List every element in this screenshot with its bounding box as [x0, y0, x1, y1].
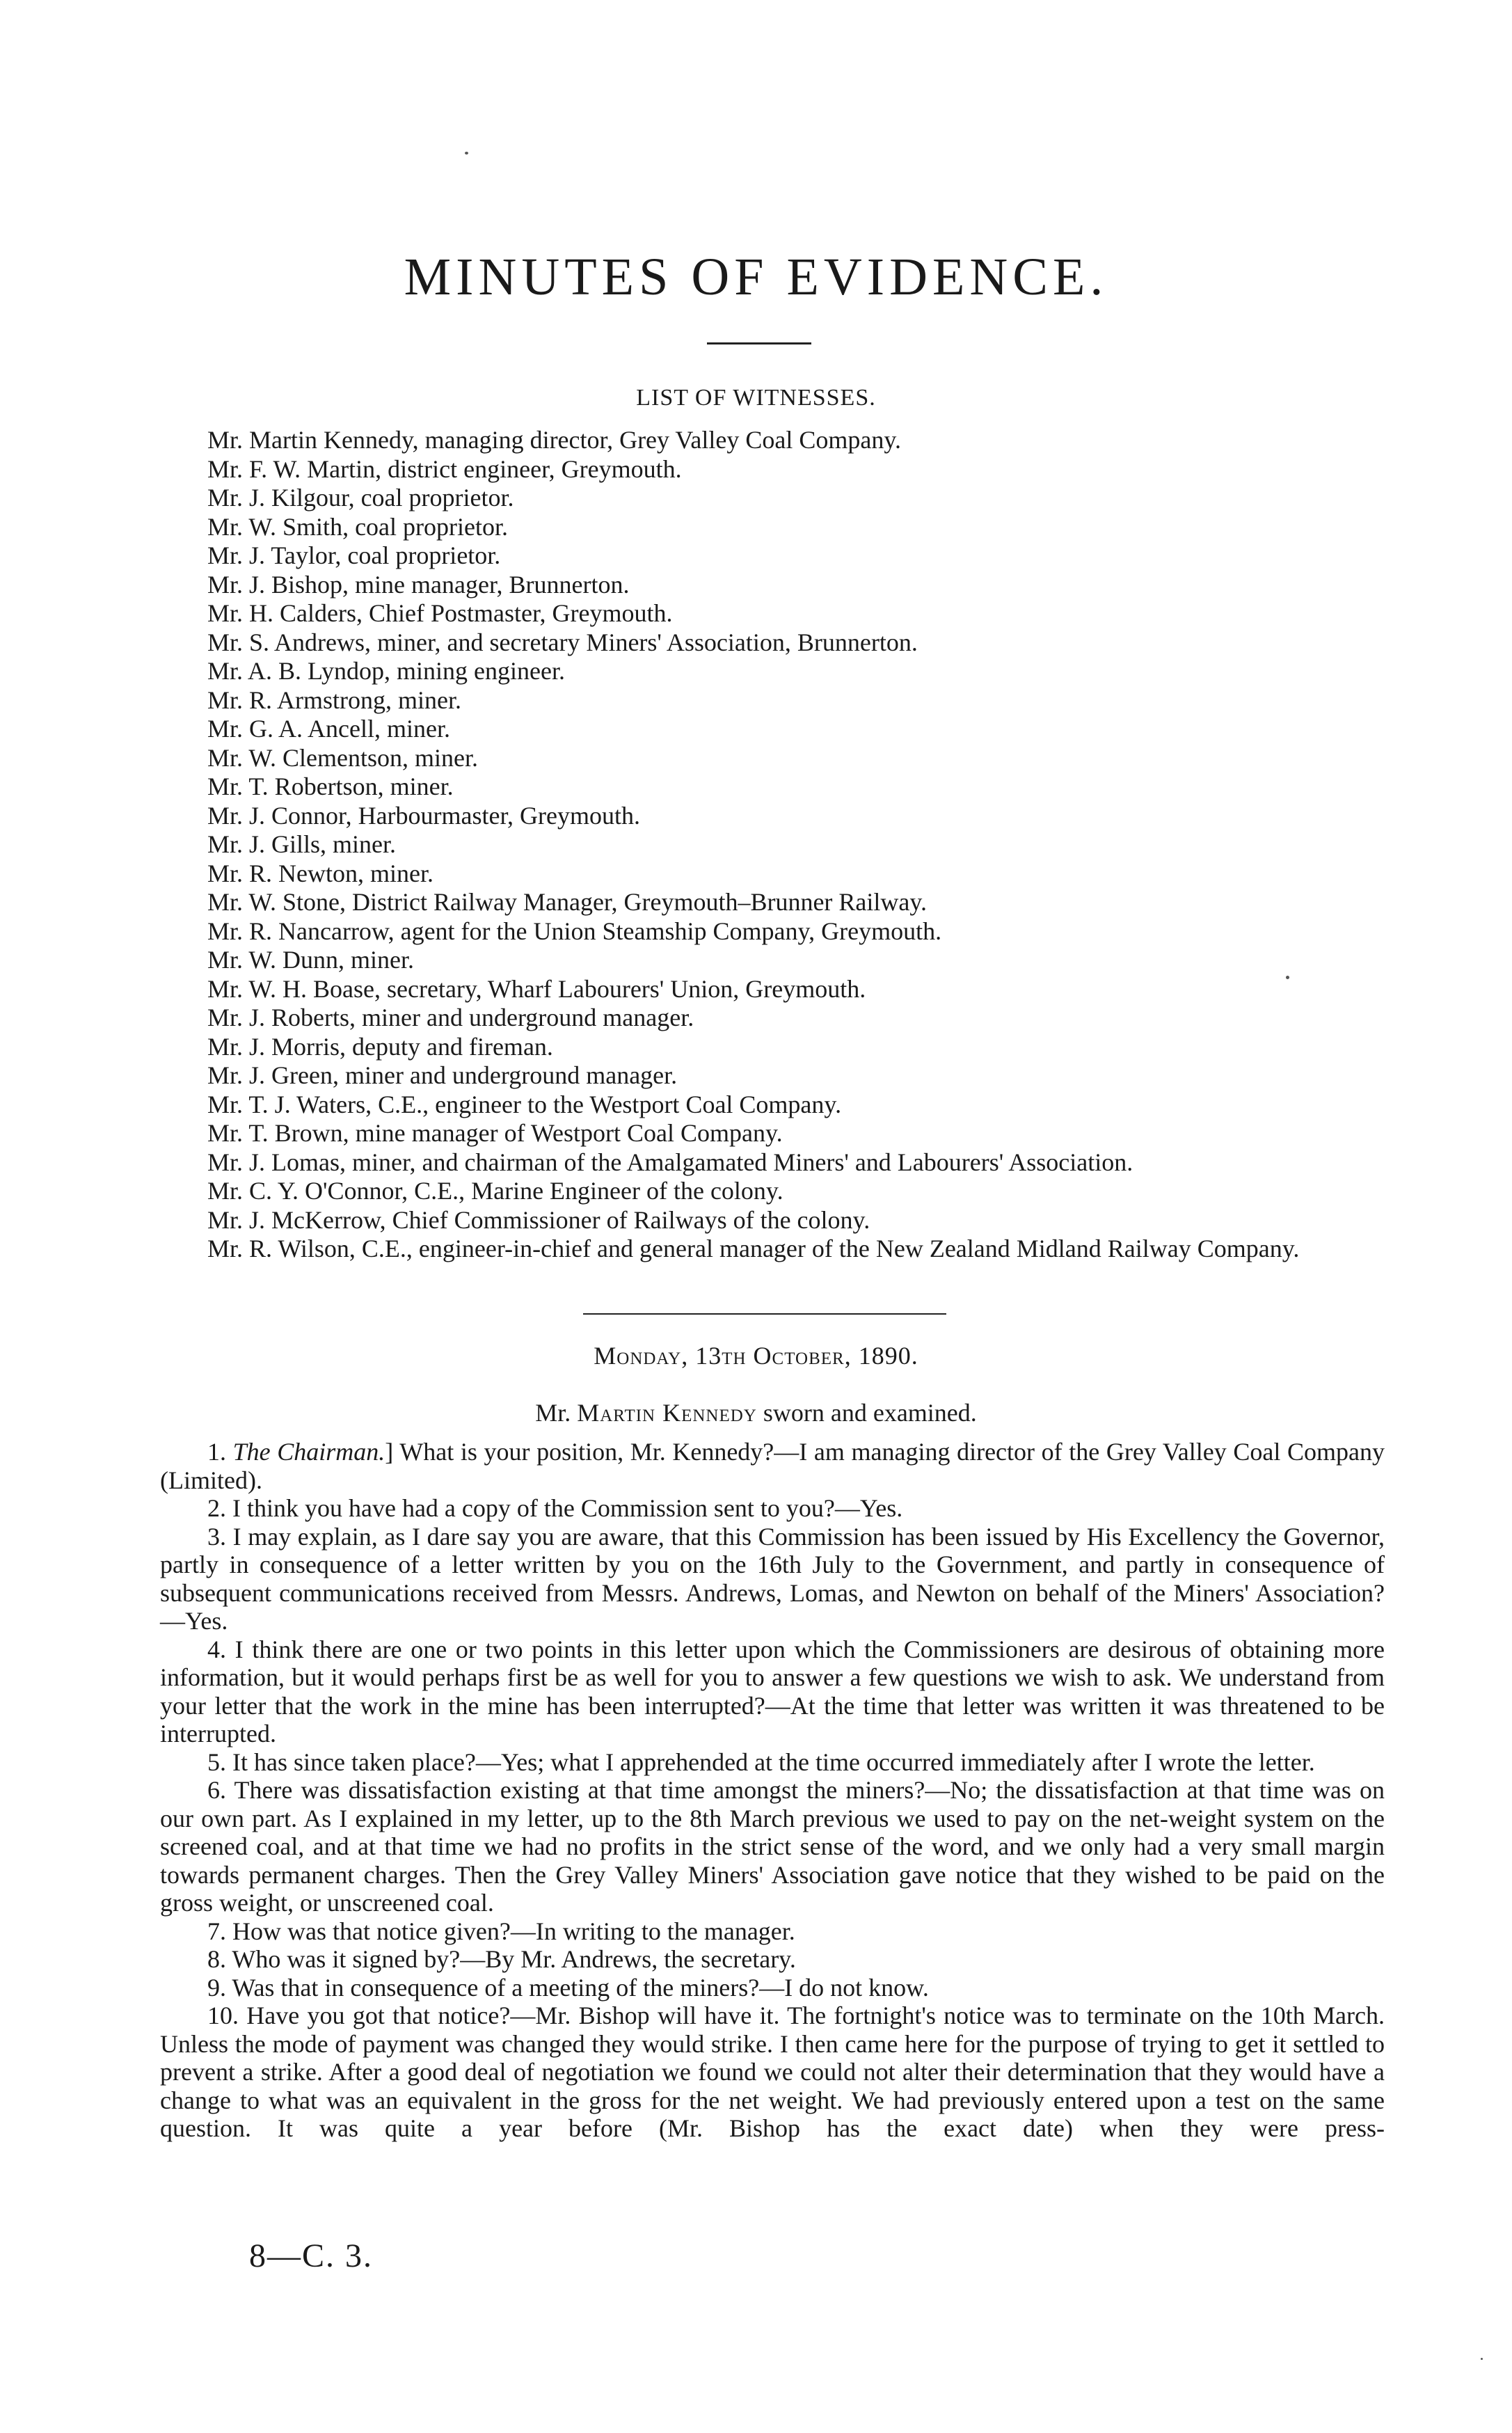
- evidence-paragraph: 10. Have you got that notice?—Mr. Bishop will have it. The fortnight's notice was to terminate on the 10th March. Unless the mode of payment was changed they would strike. I then came here for the purpose of trying to get it settled to prevent a strike. After a good deal of negotiation we found we could not alter their determination that they would have a change to what was an equivalent in the gross for the net weight. We had previously entered upon a test on the same question. It was quite a year before (Mr. Bishop has the exact date) when they were press-: [160, 2002, 1385, 2142]
- witness-item: Mr. J. Green, miner and underground manager.: [207, 1061, 678, 1089]
- witness-item: Mr. S. Andrews, miner, and secretary Miners' Association, Brunnerton.: [207, 628, 918, 656]
- witness-item: Mr. R. Nancarrow, agent for the Union Steamship Company, Greymouth.: [207, 917, 942, 945]
- witness-list: [160, 426, 1385, 1264]
- evidence-paragraph: 9. Was that in consequence of a meeting of the miners?—I do not know.: [207, 1973, 929, 2002]
- evidence-paragraph: 3. I may explain, as I dare say you are aware, that this Commission has been issued by His Excellency the Governor, partly in consequence of a letter written by you on the 16th July to the Government, and partly in consequence of subsequent communications received from Messrs. Andrews, Lomas, and Newton on behalf of the Miners' Association?—Yes.: [160, 1522, 1385, 1635]
- paper-speck: [1286, 976, 1289, 979]
- witness-item: Mr. H. Calders, Chief Postmaster, Greymouth.: [207, 599, 673, 627]
- evidence-paragraph: 7. How was that notice given?—In writing to the manager.: [207, 1917, 795, 1945]
- sworn-suffix: sworn and examined.: [763, 1399, 977, 1427]
- evidence-paragraph: 8. Who was it signed by?—By Mr. Andrews, the secretary.: [207, 1945, 796, 1973]
- session-date: Monday, 13th October, 1890.: [594, 1342, 918, 1370]
- question-number: 1.: [207, 1438, 233, 1466]
- evidence-text: [160, 1438, 1385, 2143]
- section-divider: [583, 1313, 946, 1315]
- witness-item: Mr. J. Morris, deputy and fireman.: [207, 1032, 553, 1061]
- witness-item: Mr. G. A. Ancell, miner.: [207, 715, 450, 743]
- witness-item: Mr. J. Lomas, miner, and chairman of the Amalgamated Miners' and Labourers' Association.: [207, 1148, 1133, 1176]
- sworn-prefix: Mr.: [535, 1399, 571, 1427]
- witness-item: Mr. W. Clementson, miner.: [207, 743, 479, 772]
- witness-item: Mr. J. Taylor, coal proprietor.: [207, 541, 501, 569]
- witness-list-heading: LIST OF WITNESSES.: [636, 385, 876, 411]
- witness-sworn-line: [0, 1400, 1512, 1425]
- evidence-paragraph: [160, 1438, 1385, 1494]
- page-signature: 8—C. 3.: [249, 2237, 374, 2274]
- witness-item: Mr. W. Dunn, miner.: [207, 946, 415, 974]
- paper-speck: [465, 152, 468, 154]
- evidence-paragraph: 4. I think there are one or two points in this letter upon which the Commissioners are desirous of obtaining more information, but it would perhaps first be as well for you to answer a few questions we wish to ask. We understand from your letter that the work in the mine has been interrupted?—At the time that letter was written it was threatened to be interrupted.: [160, 1635, 1385, 1748]
- witness-item: Mr. R. Newton, miner.: [207, 859, 433, 887]
- witness-item: Mr. W. Stone, District Railway Manager, Greymouth–Brunner Railway.: [207, 888, 928, 916]
- witness-item: Mr. J. Connor, Harbourmaster, Greymouth.: [207, 801, 641, 830]
- witness-item: Mr. R. Armstrong, miner.: [207, 685, 462, 714]
- witness-item: Mr. A. B. Lyndop, mining engineer.: [207, 657, 565, 685]
- witness-item: Mr. R. Wilson, C.E., engineer-in-chief and general manager of the New Zealand Midland Railway Company.: [207, 1235, 1300, 1262]
- title-divider: [707, 342, 811, 344]
- paragraph-text: ] What is your position, Mr. Kennedy?—I am managing director of the Grey Valley Coal Company (Limited).: [160, 1438, 1385, 1494]
- paper-speck: [1481, 2358, 1483, 2360]
- witness-item: Mr. J. Kilgour, coal proprietor.: [207, 484, 514, 512]
- witness-item: Mr. J. Roberts, miner and underground manager.: [207, 1004, 694, 1031]
- witness-item: Mr. J. McKerrow, Chief Commissioner of Railways of the colony.: [207, 1205, 870, 1234]
- witness-item: Mr. W. H. Boase, secretary, Wharf Labourers' Union, Greymouth.: [207, 974, 866, 1003]
- evidence-paragraph: 5. It has since taken place?—Yes; what I apprehended at the time occurred immediately after I wrote the letter.: [207, 1748, 1315, 1776]
- evidence-paragraph: 6. There was dissatisfaction existing at that time amongst the miners?—No; the dissatisfaction at that time was on our own part. As I explained in my letter, up to the 8th March previous we used to pay on the net-weight system on the screened coal, and at that time we had no profits in the strict sense of the word, and we only had a very small margin towards permanent charges. Then the Grey Valley Miners' Association gave notice that they wished to be paid on the gross weight, or unscreened coal.: [160, 1776, 1385, 1917]
- witness-item: Mr. T. Robertson, miner.: [207, 772, 454, 800]
- witness-item: Mr. T. J. Waters, C.E., engineer to the Westport Coal Company.: [207, 1090, 842, 1118]
- evidence-paragraph: 2. I think you have had a copy of the Commission sent to you?—Yes.: [207, 1494, 903, 1522]
- page-title: MINUTES OF EVIDENCE.: [404, 248, 1108, 306]
- witness-item: Mr. F. W. Martin, district engineer, Greymouth.: [207, 454, 682, 483]
- witness-item: Mr. J. Bishop, mine manager, Brunnerton.: [207, 570, 630, 599]
- witness-item: Mr. T. Brown, mine manager of Westport Coal Company.: [207, 1119, 783, 1147]
- witness-item: Mr. J. Gills, miner.: [207, 830, 397, 858]
- speaker-name: The Chairman.: [232, 1438, 385, 1466]
- witness-item: Mr. W. Smith, coal proprietor.: [207, 512, 508, 541]
- witness-item: Mr. C. Y. O'Connor, C.E., Marine Engineer of the colony.: [207, 1177, 783, 1205]
- sworn-witness-name: Martin Kennedy: [577, 1399, 757, 1427]
- witness-item: Mr. Martin Kennedy, managing director, Grey Valley Coal Company.: [207, 426, 901, 454]
